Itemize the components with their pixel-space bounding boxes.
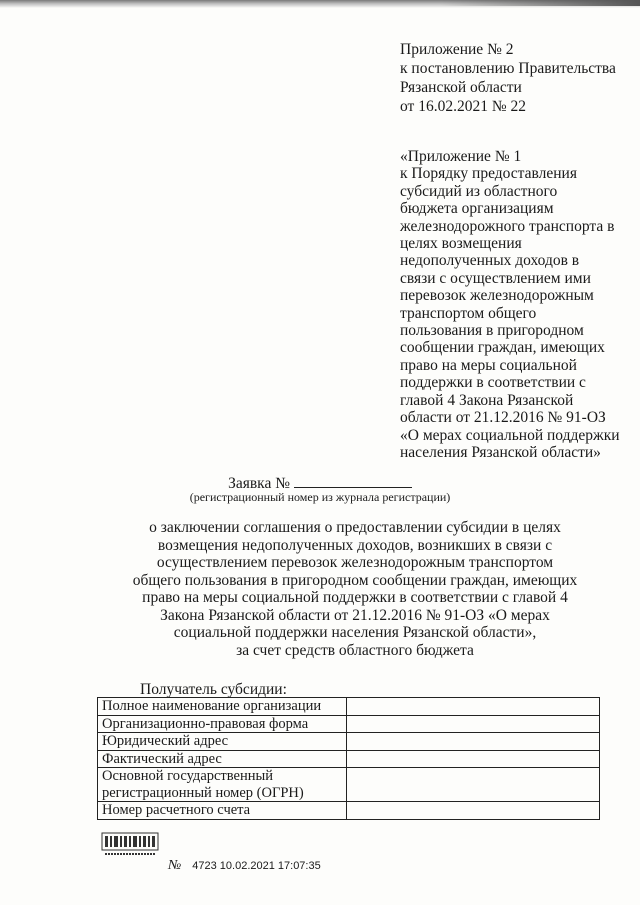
field-value (347, 768, 600, 802)
field-name: Юридический адрес (98, 733, 347, 751)
appendix1-line: пользования в пригородном (400, 322, 584, 340)
appendix1-line: железнодорожного транспорта в (400, 217, 615, 235)
application-number-blank (294, 473, 412, 488)
field-name: Фактический адрес (98, 750, 347, 768)
appendix1-line: транспортом общего (400, 304, 537, 322)
appendix2-header (400, 40, 616, 116)
subject-line: осуществлением перевозок железнодорожным транспортом (156, 554, 554, 571)
recipient-label: Получатель субсидии: (140, 681, 287, 698)
appendix1-line: к Порядку предоставления (400, 165, 577, 183)
registry-stamp-icon (101, 832, 159, 858)
appendix2-line: от 16.02.2021 № 22 (400, 98, 526, 115)
appendix2-line: Рязанской области (400, 79, 522, 96)
application-subject (120, 519, 590, 659)
appendix1-line: целях возмещения (400, 235, 522, 253)
appendix1-line: поддержки в соответствии с (400, 374, 586, 392)
field-name: Организационно-правовая форма (98, 715, 347, 733)
appendix1-line: сообщении граждан, имеющих (400, 339, 605, 357)
field-value (347, 715, 600, 733)
number-mark: № (168, 858, 182, 873)
field-name: Основной государственный регистрационный номер (ОГРН) (98, 768, 347, 802)
table-row (98, 802, 600, 820)
subject-line: о заключении соглашения о предоставлении субсидии в целях (149, 519, 561, 536)
registration-note: (регистрационный номер из журнала регистрации) (189, 490, 451, 504)
recipient-table (97, 697, 600, 820)
appendix1-line: недополученных доходов в (400, 252, 580, 270)
appendix1-line: области от 21.12.2016 № 91-ОЗ (400, 409, 606, 427)
field-value (347, 698, 600, 716)
table-row (98, 698, 600, 716)
appendix1-line: перевозок железнодорожным (400, 287, 594, 305)
appendix1-line: субсидий из областного (400, 182, 558, 200)
appendix1-header (400, 148, 635, 461)
table-row (98, 768, 600, 802)
appendix1-line: главой 4 Закона Рязанской (400, 391, 574, 409)
field-value (347, 802, 600, 820)
subject-line: общего пользования в пригородном сообщении граждан, имеющих (132, 571, 578, 589)
appendix2-line: к постановлению Правительства (400, 60, 616, 77)
appendix1-line: бюджета организациям (400, 200, 554, 218)
field-value (347, 733, 600, 751)
subject-line: за счет средств областного бюджета (236, 641, 474, 659)
table-row (98, 750, 600, 768)
subject-line: Закона Рязанской области от 21.12.2016 № 91-ОЗ «О мерах (160, 606, 550, 624)
appendix1-line: населения Рязанской области» (400, 443, 601, 461)
appendix1-line: право на меры социальной (400, 356, 577, 374)
field-name: Номер расчетного счета (98, 802, 347, 820)
table-row (98, 715, 600, 733)
subject-line: право на меры социальной поддержки в соответствии с главой 4 (142, 589, 568, 606)
subject-line: социальной поддержки населения Рязанской области», (173, 624, 537, 641)
registration-stamp-text: 4723 10.02.2021 17:07:35 (192, 860, 321, 872)
table-row (98, 733, 600, 751)
appendix1-line: связи с осуществлением ими (400, 269, 591, 287)
appendix1-line: «Приложение № 1 (400, 148, 522, 165)
scan-top-right-edge (440, 0, 640, 6)
field-name: Полное наименование организации (98, 698, 347, 716)
registration-footer (168, 858, 321, 874)
appendix1-line: «О мерах социальной поддержки (400, 426, 620, 444)
field-value (347, 750, 600, 768)
appendix2-line: Приложение № 2 (400, 41, 514, 58)
application-label: Заявка № (228, 475, 291, 492)
subject-line: возмещения недополученных доходов, возникших в связи с (157, 536, 553, 554)
